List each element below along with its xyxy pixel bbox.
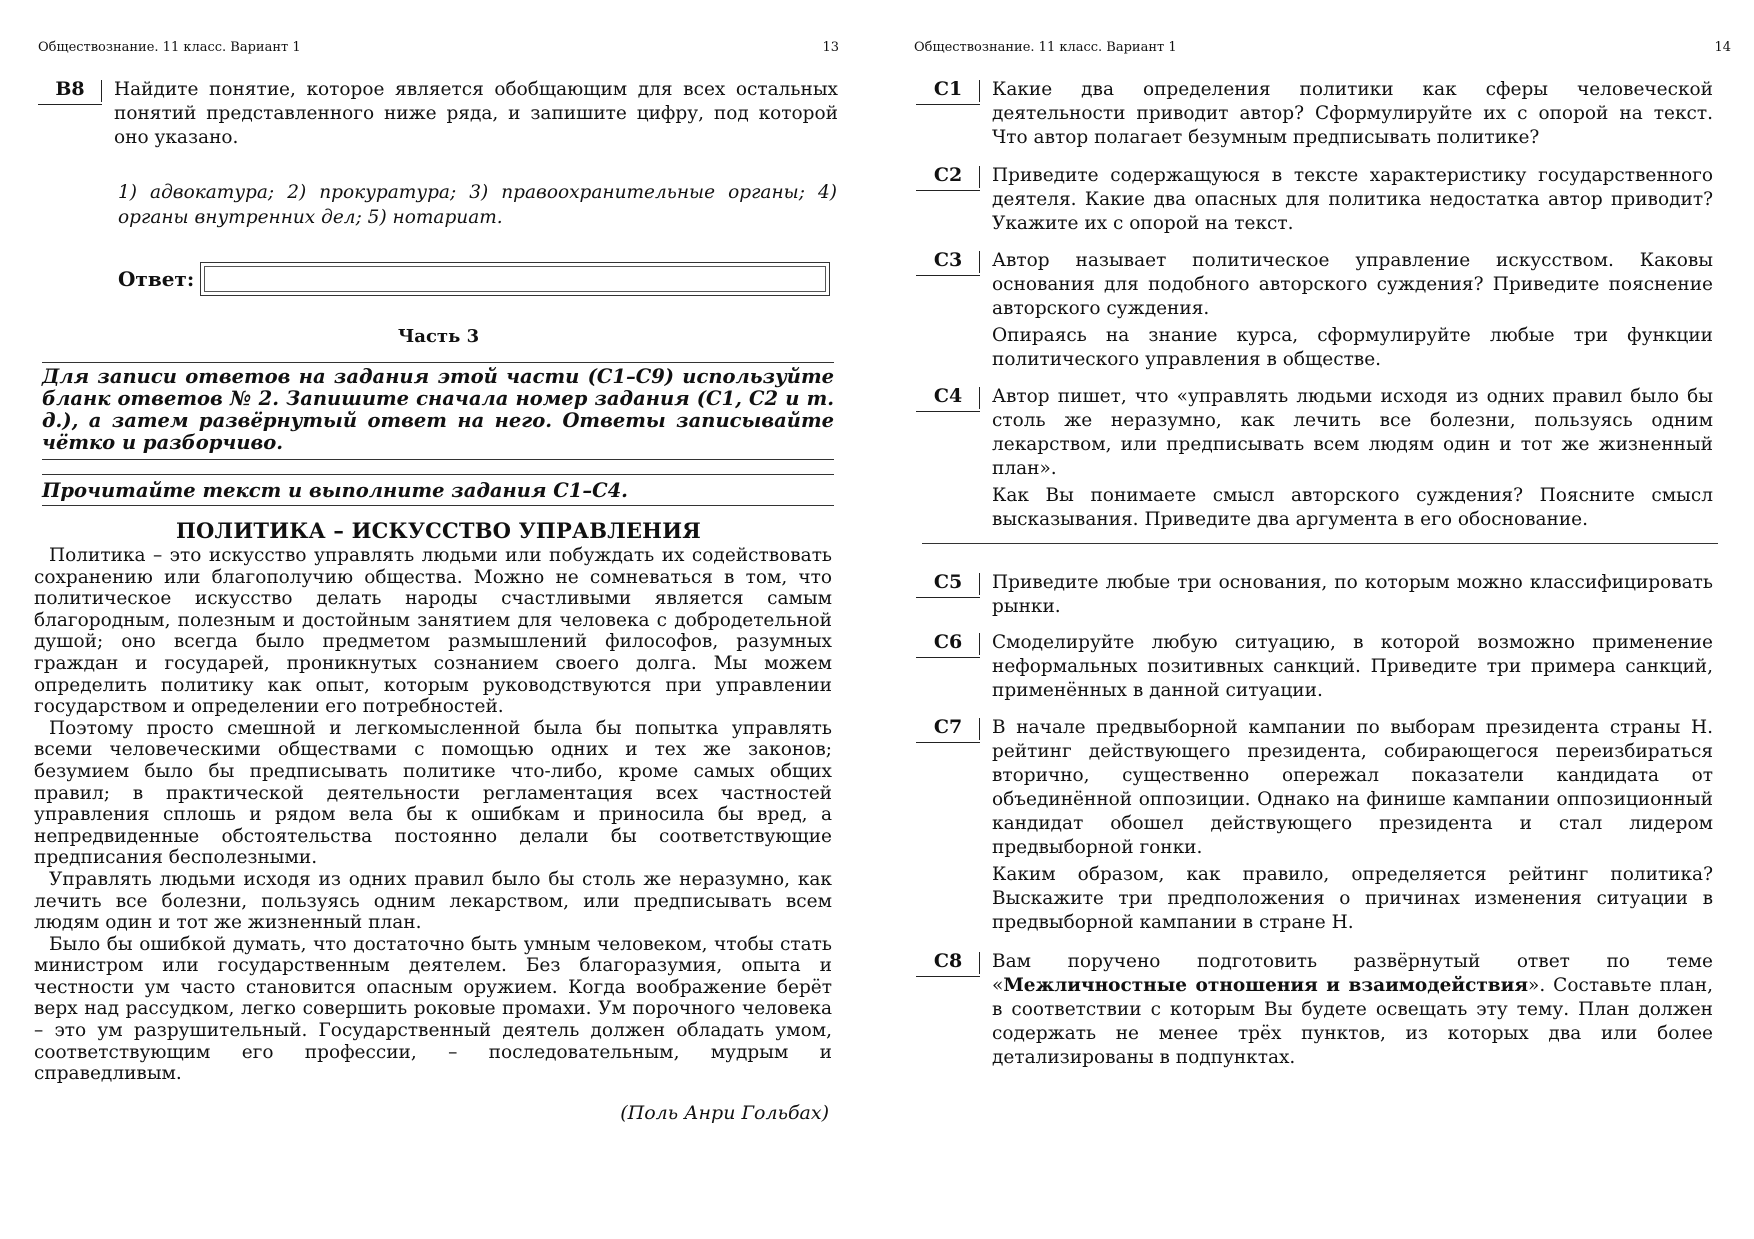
task-label: C5	[916, 571, 980, 619]
part-instructions: Для записи ответов на задания этой части (С1–С9) используйте бланк ответов № 2. Запишите сначала номер задания (С1, С2 и т. д.), а затем развёрнутый ответ на него. Ответы записывайте чётко и разборчиво.	[42, 365, 834, 454]
task-label: C2	[916, 164, 980, 236]
task-text: Какие два определения политики как сферы человеческой деятельности приводит автор? Сформулируйте их с опорой на текст. Что автор полагает безумным предписывать политике?	[992, 79, 1713, 148]
article-title: ПОЛИТИКА – ИСКУССТВО УПРАВЛЕНИЯ	[176, 518, 701, 543]
article-paragraph: Управлять людьми исходя из одних правил было бы столь же неразумно, как лечить все болезни, пользуясь одним лекарством, или предписывать всем людям один и тот же жизненный план.	[34, 868, 832, 934]
task-body	[980, 78, 1713, 150]
article-paragraph: Было бы ошибкой думать, что достаточно быть умным человеком, чтобы стать министром или государственным деятелем. Без благоразумия, опыта и честности ум часто становится опасным оружием. Когда воображение берёт верх над рассудком, легко совершить роковые промахи. Ум порочного человека – это ум разрушительный. Государственный деятель должен обладать умом, соответствующим его профессии, – последовательным, мудрым и справедливым.	[34, 933, 832, 1085]
divider	[42, 362, 834, 363]
task-text-after: ». Составьте план, в соответствии с которым Вы будете освещать эту тему. План должен содержать не менее трёх пунктов, из которых два или более детализированы в подпунктах.	[992, 975, 1714, 1068]
task-text: В начале предвыборной кампании по выборам президента страны Н. рейтинг действующего президента, собирающегося переизбираться вторично, существенно опережал показатели кандидата от объединённой оппозиции. Однако на финише кампании оппозиционный кандидат обошел действующего президента и стал лидером предвыборной гонки.	[992, 717, 1713, 858]
divider	[42, 459, 834, 460]
task-question-text: Найдите понятие, которое является обобщающим для всех остальных понятий представленного ниже ряда, и запишите цифру, под которой оно указано.	[114, 79, 838, 148]
part-title: Часть 3	[397, 326, 480, 347]
task-label: C1	[916, 78, 980, 150]
essay-topic: Межличностные отношения и взаимодействия	[1003, 975, 1529, 996]
task-b8	[38, 78, 838, 150]
task-body	[980, 716, 1713, 935]
task-text: Приведите любые три основания, по которым можно классифицировать рынки.	[992, 572, 1713, 617]
divider	[42, 474, 834, 475]
task-label: C7	[916, 716, 980, 935]
task-body	[980, 385, 1713, 532]
answer-row	[118, 262, 830, 296]
task-body	[980, 950, 1713, 1070]
read-instruction: Прочитайте текст и выполните задания С1–С4.	[42, 479, 628, 502]
task-text: Каким образом, как правило, определяется рейтинг политика? Выскажите три предположения о причинах изменения ситуации в предвыборной кампании в стране Н.	[992, 864, 1713, 933]
page-number: 13	[822, 40, 839, 55]
task-c7	[916, 716, 1713, 935]
header-title: Обществознание. 11 класс. Вариант 1	[914, 40, 1177, 55]
article-paragraph: Поэтому просто смешной и легкомысленной была бы попытка управлять всеми человеческими обществами с помощью одних и тех же законов; безумием было бы предписывать политике что-либо, кроме самых общих правил; в практической деятельности регламентация всех частностей управления сплошь и рядом вела бы к ошибкам и приносила бы вред, а непредвиденные обстоятельства постоянно делали бы соответствующие предписания бесполезными.	[34, 717, 832, 869]
task-text: Приведите содержащуюся в тексте характеристику государственного деятеля. Какие два опасных для политика недостатка автор приводит? Укажите их с опорой на текст.	[992, 165, 1713, 234]
task-c8	[916, 950, 1713, 1070]
task-text	[992, 950, 1713, 1070]
task-label: C8	[916, 950, 980, 1070]
divider	[42, 505, 834, 506]
header-title: Обществознание. 11 класс. Вариант 1	[38, 40, 301, 55]
task-body	[980, 571, 1713, 619]
task-c1	[916, 78, 1713, 150]
task-options: 1) адвокатура; 2) прокуратура; 3) правоохранительные органы; 4) органы внутренних дел; 5) нотариат.	[118, 182, 837, 228]
section-divider	[922, 543, 1718, 544]
task-label: B8	[38, 78, 102, 150]
task-text: Автор пишет, что «управлять людьми исходя из одних правил было бы столь же неразумно, как лечить все болезни, пользуясь одним лекарством, или предписывать всем людям один и тот же жизненный план».	[992, 386, 1713, 479]
task-text: Как Вы понимаете смысл авторского суждения? Поясните смысл высказывания. Приведите два аргумента в его обоснование.	[992, 485, 1713, 530]
article-paragraph: Политика – это искусство управлять людьми или побуждать их содействовать сохранению или благополучию общества. Можно не сомневаться в том, что политическое искусство делать народы счастливыми является самым благородным, полезным и достойным занятием для человека с добродетельной душой; оно всегда было предметом размышлений философов, разумных граждан и государей, проникнутых сознанием своего долга. Мы можем определить политику как опыт, которым руководствуются при управлении государством и определении его потребностей.	[34, 545, 832, 718]
task-label: C6	[916, 631, 980, 703]
task-label: C3	[916, 249, 980, 372]
task-text: Автор называет политическое управление искусством. Каковы основания для подобного авторского суждения? Приведите пояснение авторского суждения.	[992, 250, 1713, 319]
task-c3	[916, 249, 1713, 372]
task-c5	[916, 571, 1713, 619]
task-body	[980, 631, 1713, 703]
task-text: Смоделируйте любую ситуацию, в которой возможно применение неформальных позитивных санкций. Приведите три примера санкций, применённых в данной ситуации.	[992, 632, 1713, 701]
article-author: (Поль Анри Гольбах)	[620, 1102, 829, 1124]
task-body	[980, 164, 1713, 236]
answer-label: Ответ:	[118, 267, 195, 291]
page-number: 14	[1714, 40, 1731, 55]
task-c4	[916, 385, 1713, 532]
answer-field[interactable]	[200, 262, 830, 296]
task-c6	[916, 631, 1713, 703]
task-text-before: Вам поручено подготовить развёрнутый ответ по теме «	[992, 951, 1713, 996]
task-text: Опираясь на знание курса, сформулируйте любые три функции политического управления в обществе.	[992, 325, 1713, 370]
task-body	[980, 249, 1713, 372]
article-text	[34, 545, 832, 1085]
task-c2	[916, 164, 1713, 236]
task-label: C4	[916, 385, 980, 532]
task-question	[102, 78, 838, 150]
